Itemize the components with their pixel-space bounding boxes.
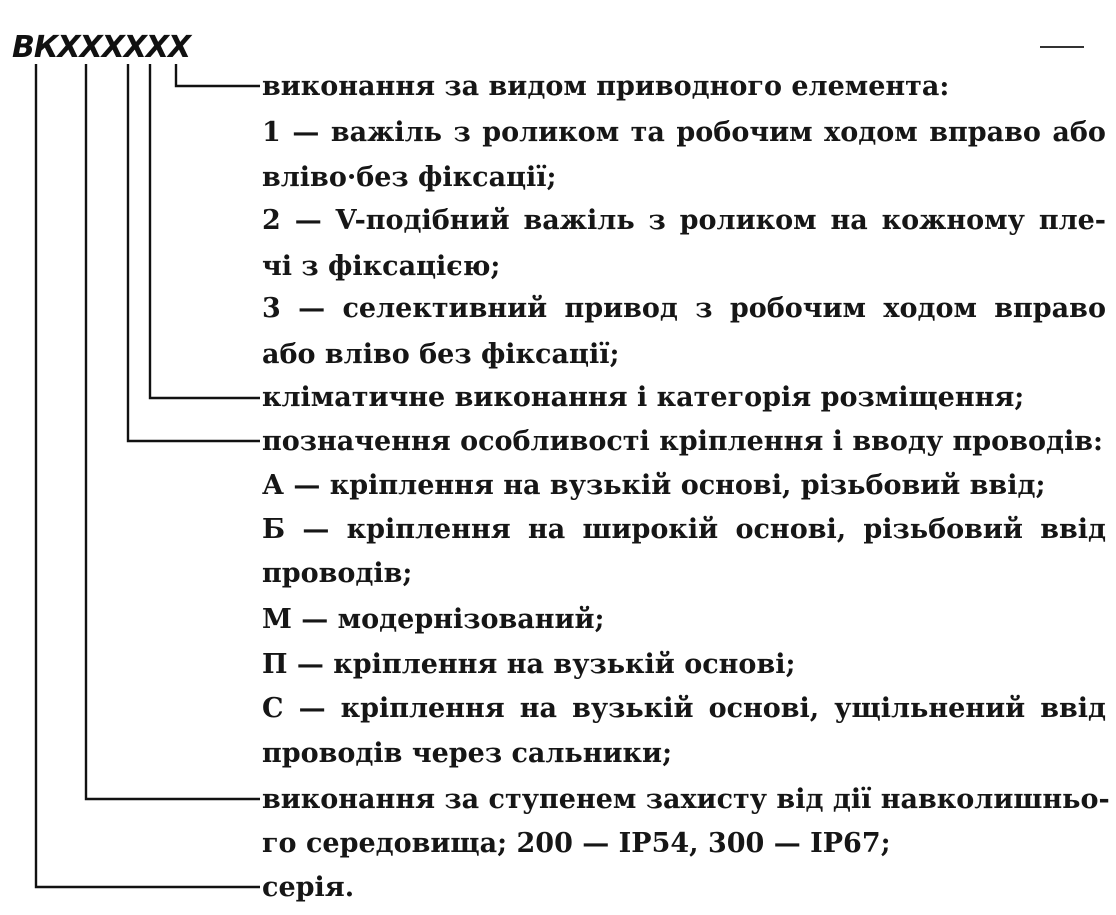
description-line: кліматичне виконання і категорія розміщення; — [262, 382, 1025, 413]
word: та — [630, 117, 665, 148]
word: важіль — [523, 205, 635, 236]
word: на — [527, 514, 566, 545]
word: ввід — [1040, 514, 1106, 545]
word: пле- — [1038, 205, 1106, 236]
designation-code: ВКХХХХХХ — [12, 30, 191, 65]
word: ввід — [1040, 693, 1106, 724]
word: важіль — [330, 117, 442, 148]
word: — — [298, 693, 326, 724]
leader-line-climatic — [150, 64, 260, 398]
word: ходом — [883, 293, 977, 324]
word: з — [695, 293, 713, 324]
word: на — [519, 693, 558, 724]
word: або — [1052, 117, 1106, 148]
description-line: М — модернізований; — [262, 604, 605, 635]
description-line: виконання за ступенем захисту від дії навколишньо- — [262, 784, 1110, 815]
word: Б — [262, 514, 286, 545]
word: широкій — [582, 514, 719, 545]
description-line: вліво·без фіксації; — [262, 162, 557, 193]
word: роликом — [679, 205, 817, 236]
word: на — [830, 205, 868, 236]
description-line: проводів через сальники; — [262, 738, 673, 769]
word: різьбовий — [863, 514, 1023, 545]
word: з — [648, 205, 666, 236]
description-line: позначення особливості кріплення і вводу проводів: — [262, 426, 1103, 457]
description-line: го середовища; 200 — IP54, 300 — IP67; — [262, 828, 891, 859]
description-line — [262, 513, 1106, 547]
leader-line-mounting — [128, 64, 260, 441]
word: V-подібний — [335, 205, 510, 236]
description-line: А — кріплення на вузькій основі, різьбовий ввід; — [262, 470, 1046, 501]
word: роликом — [482, 117, 620, 148]
word: 3 — [262, 293, 281, 324]
description-line: П — кріплення на вузькій основі; — [262, 649, 796, 680]
description-line — [262, 204, 1106, 238]
description-line: проводів; — [262, 558, 413, 589]
word: привод — [564, 293, 678, 324]
word: основі, — [735, 514, 847, 545]
description-line: чі з фіксацією; — [262, 251, 501, 282]
leader-line-series — [36, 64, 260, 887]
word: кожному — [881, 205, 1025, 236]
description-line — [262, 292, 1106, 326]
word: 2 — [262, 205, 281, 236]
description-line: або вліво без фіксації; — [262, 339, 620, 370]
description-line: виконання за видом приводного елемента: — [262, 71, 950, 102]
word: — — [298, 293, 326, 324]
word: ходом — [824, 117, 918, 148]
word: — — [294, 205, 322, 236]
word: кріплення — [340, 693, 505, 724]
word: ущільнений — [834, 693, 1026, 724]
word: вправо — [929, 117, 1041, 148]
word: вузькій — [572, 693, 694, 724]
word: — — [292, 117, 320, 148]
word: кріплення — [346, 514, 511, 545]
word: основі, — [708, 693, 820, 724]
word: селективний — [342, 293, 548, 324]
word: С — [262, 693, 284, 724]
word: робочим — [729, 293, 867, 324]
description-line: серія. — [262, 872, 355, 903]
word: з — [453, 117, 471, 148]
word: — — [302, 514, 330, 545]
word: робочим — [676, 117, 813, 148]
word: вправо — [994, 293, 1106, 324]
description-line — [262, 692, 1106, 726]
description-line — [262, 116, 1106, 150]
leader-line-drive — [176, 64, 260, 86]
leader-line-protection — [86, 64, 260, 799]
word: 1 — [262, 117, 281, 148]
